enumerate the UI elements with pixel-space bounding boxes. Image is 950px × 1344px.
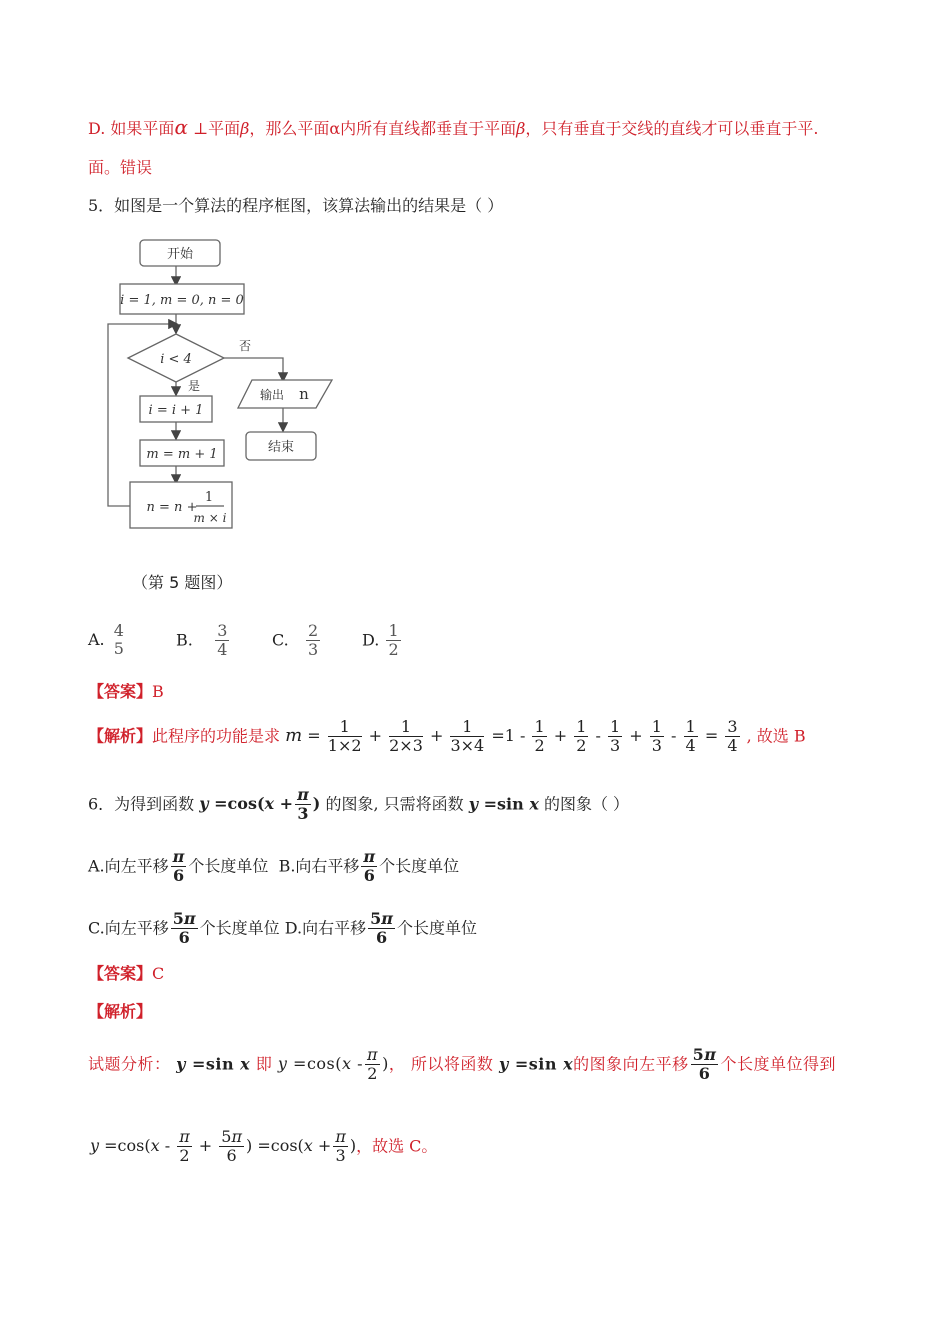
option-label: D. bbox=[362, 630, 380, 650]
q6-end: 的图象（ ） bbox=[543, 794, 630, 814]
option-label: A. bbox=[88, 629, 105, 649]
frac-den: 2 bbox=[388, 640, 399, 660]
q4-d-rest: ，只有垂直于交线的直线才可以垂直于平. bbox=[525, 119, 819, 138]
frac-den: 4 bbox=[217, 640, 228, 660]
perp-symbol: ⊥ bbox=[193, 119, 209, 138]
fraction bbox=[306, 622, 320, 660]
beta-symbol: β bbox=[240, 119, 250, 138]
q6-options-cd: C.向左平移 $\frac{5\pi}{6}$ 个长度单位 D.向右平移 $\frac{5\pi}{6}$ 个长度单位 bbox=[88, 909, 477, 948]
analysis-text: 此程序的功能是求 bbox=[152, 726, 281, 746]
q6-source-func: y =sin x bbox=[468, 794, 539, 814]
answer-tag: 【答案】 bbox=[88, 682, 153, 701]
q6-detail: 试题分析： y =sin x 即 y =cos(x - $\frac{\pi}{2}$ )， 所以将函数 y =sin x的图象向左平移 $\frac{5\pi}{6}$ 个长度单位得到 bbox=[88, 1045, 836, 1084]
detail-prefix: 试题分析： bbox=[88, 1054, 171, 1074]
beta-symbol-2: β bbox=[516, 119, 526, 138]
q5-answer bbox=[88, 684, 164, 700]
q6-option-c: C.向左平移 bbox=[88, 918, 169, 938]
flow-end-text: 结束 bbox=[267, 440, 295, 455]
frac-den: 3 bbox=[308, 640, 319, 660]
flow-step3-num: 1 bbox=[204, 490, 214, 505]
flow-start-text: 开始 bbox=[166, 247, 194, 262]
flow-output-box bbox=[238, 380, 332, 408]
q5-analysis bbox=[88, 718, 806, 756]
q6-option-a-end: 个长度单位 bbox=[188, 856, 269, 876]
q6-option-b: B.向右平移 bbox=[278, 856, 360, 876]
q6-options-ab: A.向左平移 $\frac{\pi}{6}$ 个长度单位 B.向右平移 $\frac{\pi}{6}$ 个长度单位 bbox=[88, 847, 460, 886]
q6-option-b-end: 个长度单位 bbox=[379, 856, 460, 876]
flow-init-text: i = 1, m = 0, n = 0 bbox=[120, 293, 244, 308]
q6-option-d-end: 个长度单位 bbox=[396, 918, 477, 938]
q4-d-mid2: ，那么平面α内所有直线都垂直于平面 bbox=[249, 119, 517, 138]
q6-mid: 的图象, 只需将函数 bbox=[325, 794, 464, 814]
final-end: ，故选 C。 bbox=[356, 1136, 438, 1156]
option-label: C. bbox=[272, 630, 289, 650]
flow-output-text: 输出 bbox=[259, 388, 285, 402]
analysis-tag: 【解析】 bbox=[88, 726, 153, 746]
q5-formula: m = $\frac{1}{1\times 2}$ + $\frac{1}{2\times 3}$ + $\frac{1}{3\times 4}$ =1 - $\frac{1}{2}$ + $\frac{1}{2}$ - $\frac{1}{3}$ + $\frac{1}{3}$ - $\frac{1}{4}$ = $\frac{3}{4}$ bbox=[285, 717, 738, 756]
q6-option-c-end: 个长度单位 bbox=[199, 918, 280, 938]
flow-yes-label: 是 bbox=[187, 379, 201, 393]
option-label: B. bbox=[176, 630, 193, 650]
q6-analysis-tag: 【解析】 bbox=[88, 1002, 153, 1021]
q5-option-c bbox=[272, 622, 322, 660]
q5-option-b bbox=[176, 622, 231, 660]
fraction bbox=[386, 622, 400, 660]
flow-cond-text: i < 4 bbox=[160, 352, 192, 367]
detail-ji: 即 bbox=[255, 1054, 273, 1074]
q5-option-d bbox=[362, 622, 403, 660]
alpha-symbol: α bbox=[174, 115, 188, 139]
frac-num: 1 bbox=[388, 621, 399, 640]
q6-target-func: y =cos(x + $\frac{\pi}{3}$ ) bbox=[199, 785, 321, 824]
q4-option-d-line2: 面。错误 bbox=[88, 158, 153, 177]
q5-option-a bbox=[88, 622, 128, 659]
q4-option-d bbox=[88, 117, 819, 137]
detail-so: ， 所以将函数 bbox=[388, 1054, 494, 1074]
q6-option-d: D.向右平移 bbox=[284, 918, 367, 938]
fraction bbox=[112, 622, 126, 659]
fraction bbox=[215, 622, 229, 660]
analysis-end: , 故选 B bbox=[746, 726, 806, 746]
q6-question bbox=[88, 786, 629, 824]
answer-value: B bbox=[152, 682, 164, 701]
flow-output-var: n bbox=[299, 385, 309, 403]
q6-prefix: 6．为得到函数 bbox=[88, 794, 195, 814]
flow-step1-text: i = i + 1 bbox=[148, 403, 204, 418]
flowchart bbox=[100, 232, 350, 542]
flow-step3-text: n = n + bbox=[146, 500, 198, 515]
flow-step2-text: m = m + 1 bbox=[146, 447, 218, 462]
figure-caption: （第 5 题图） bbox=[132, 573, 233, 592]
frac-num: 4 bbox=[113, 621, 124, 640]
frac-den: 5 bbox=[113, 639, 124, 659]
detail-end: 个长度单位得到 bbox=[720, 1054, 836, 1074]
q6-option-a: A.向左平移 bbox=[88, 856, 169, 876]
answer-tag: 【答案】 bbox=[88, 964, 153, 983]
answer-value: C bbox=[152, 964, 165, 983]
flow-no-label: 否 bbox=[238, 339, 252, 353]
detail-shift: 的图象向左平移 bbox=[573, 1054, 689, 1074]
q6-final: y =cos(x - $\frac{\pi}{2}$ + $\frac{5\pi}{6}$ ) =cos(x + $\frac{\pi}{3}$ )，故选 C。 bbox=[90, 1127, 438, 1166]
q4-d-mid1: 平面 bbox=[208, 119, 241, 138]
flow-step3-den: m × i bbox=[193, 511, 227, 525]
q5-question: 5．如图是一个算法的程序框图，该算法输出的结果是（ ） bbox=[88, 196, 504, 215]
q4-d-prefix: D. 如果平面 bbox=[88, 119, 175, 138]
frac-num: 2 bbox=[308, 621, 319, 640]
q6-answer bbox=[88, 966, 164, 982]
frac-num: 3 bbox=[217, 621, 228, 640]
